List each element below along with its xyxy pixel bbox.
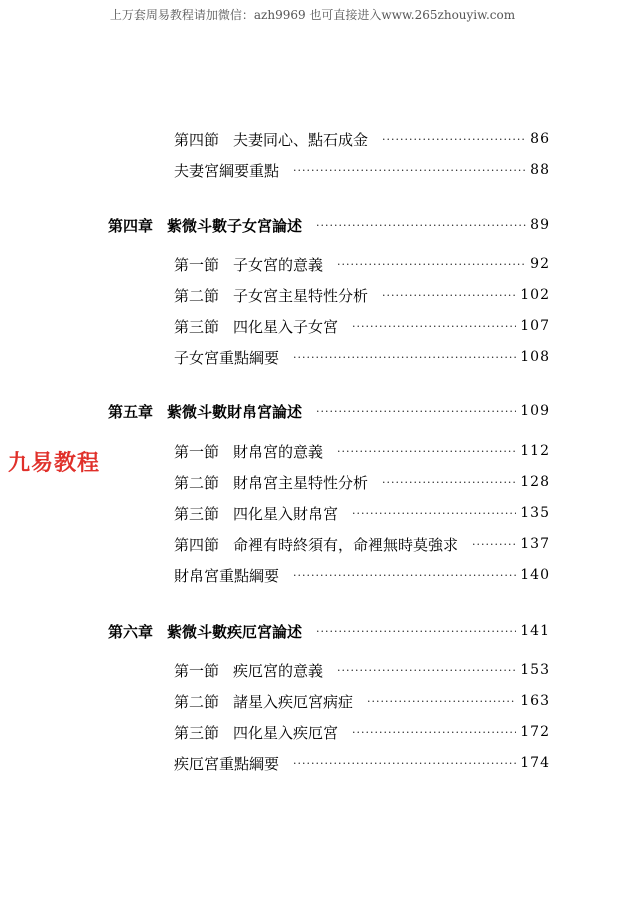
entry-title: 夫妻宮綱要重點 <box>174 161 280 180</box>
entry-page: 140 <box>520 567 550 583</box>
entry-page: 153 <box>520 662 550 678</box>
entry-page: 109 <box>520 403 550 419</box>
entry-page: 86 <box>530 131 550 147</box>
toc-entry[interactable] <box>174 440 550 462</box>
entry-number: 第二節 <box>174 692 220 711</box>
entry-title: 財帛宮重點綱要 <box>174 566 280 585</box>
entry-page: 128 <box>520 474 550 490</box>
entry-number: 第二節 <box>174 286 220 305</box>
toc-entry[interactable] <box>174 346 550 368</box>
leader-dots <box>382 133 526 146</box>
chapter-title: 紫微斗數疾厄宮論述 <box>167 622 303 641</box>
toc-entry[interactable] <box>174 533 550 555</box>
entry-title: 四化星入疾厄宮 <box>233 723 339 742</box>
toc-entry[interactable] <box>174 659 550 681</box>
leader-dots <box>316 219 526 232</box>
entry-number: 第三節 <box>174 723 220 742</box>
leader-dots <box>316 625 516 638</box>
entry-title: 子女宮的意義 <box>233 255 324 274</box>
leader-dots <box>293 757 516 770</box>
toc-chapter[interactable] <box>108 620 550 642</box>
entry-number: 第一節 <box>174 661 220 680</box>
leader-dots <box>293 164 526 177</box>
leader-dots <box>382 289 516 302</box>
entry-page: 107 <box>520 318 550 334</box>
toc-entry[interactable] <box>174 721 550 743</box>
entry-page: 174 <box>520 755 550 771</box>
leader-dots <box>337 258 526 271</box>
entry-title: 四化星入子女宮 <box>233 317 339 336</box>
leader-dots <box>367 695 516 708</box>
entry-number: 第二節 <box>174 473 220 492</box>
toc-entry[interactable] <box>174 690 550 712</box>
entry-title: 子女宮重點綱要 <box>174 348 280 367</box>
chapter-number: 第四章 <box>108 216 154 235</box>
toc-entry[interactable] <box>174 253 550 275</box>
entry-title: 財帛宮的意義 <box>233 442 324 461</box>
chapter-number: 第五章 <box>108 402 154 421</box>
entry-page: 102 <box>520 287 550 303</box>
entry-page: 163 <box>520 693 550 709</box>
entry-page: 141 <box>520 623 550 639</box>
toc-entry[interactable] <box>174 315 550 337</box>
entry-title: 諸星入疾厄宮病症 <box>233 692 354 711</box>
leader-dots <box>337 664 516 677</box>
entry-title: 疾厄宮重點綱要 <box>174 754 280 773</box>
entry-number: 第四節 <box>174 535 220 554</box>
header-note: 上万套周易教程请加微信：azh9969 也可直接进入www.265zhouyiw.com <box>109 8 516 22</box>
entry-page: 112 <box>520 443 550 459</box>
entry-page: 137 <box>520 536 550 552</box>
toc-entry[interactable] <box>174 502 550 524</box>
toc-entry[interactable] <box>174 752 550 774</box>
leader-dots <box>472 538 516 551</box>
toc-chapter[interactable] <box>108 214 550 236</box>
chapter-title: 紫微斗數子女宮論述 <box>167 216 303 235</box>
entry-page: 88 <box>530 162 550 178</box>
entry-title: 夫妻同心、點石成金 <box>233 130 369 149</box>
watermark-logo: 九易教程 <box>8 451 101 476</box>
leader-dots <box>293 351 516 364</box>
toc-entry[interactable] <box>174 128 550 150</box>
leader-dots <box>352 507 516 520</box>
entry-number: 第三節 <box>174 317 220 336</box>
leader-dots <box>316 405 516 418</box>
entry-number: 第一節 <box>174 442 220 461</box>
chapter-title: 紫微斗數財帛宮論述 <box>167 402 303 421</box>
entry-page: 135 <box>520 505 550 521</box>
leader-dots <box>382 476 516 489</box>
entry-page: 172 <box>520 724 550 740</box>
leader-dots <box>337 445 516 458</box>
toc-entry[interactable] <box>174 284 550 306</box>
entry-title: 子女宮主星特性分析 <box>233 286 369 305</box>
toc-entry[interactable] <box>174 564 550 586</box>
leader-dots <box>293 569 516 582</box>
entry-title: 四化星入財帛宮 <box>233 504 339 523</box>
toc-entry[interactable] <box>174 471 550 493</box>
toc-entry[interactable] <box>174 159 550 181</box>
entry-title: 財帛宮主星特性分析 <box>233 473 369 492</box>
toc-chapter[interactable] <box>108 400 550 422</box>
entry-page: 108 <box>520 349 550 365</box>
leader-dots <box>352 726 516 739</box>
entry-title: 命裡有時終須有，命裡無時莫強求 <box>233 535 459 554</box>
entry-page: 92 <box>530 256 550 272</box>
leader-dots <box>352 320 516 333</box>
chapter-number: 第六章 <box>108 622 154 641</box>
entry-number: 第四節 <box>174 130 220 149</box>
entry-title: 疾厄宮的意義 <box>233 661 324 680</box>
entry-number: 第三節 <box>174 504 220 523</box>
entry-page: 89 <box>530 217 550 233</box>
entry-number: 第一節 <box>174 255 220 274</box>
